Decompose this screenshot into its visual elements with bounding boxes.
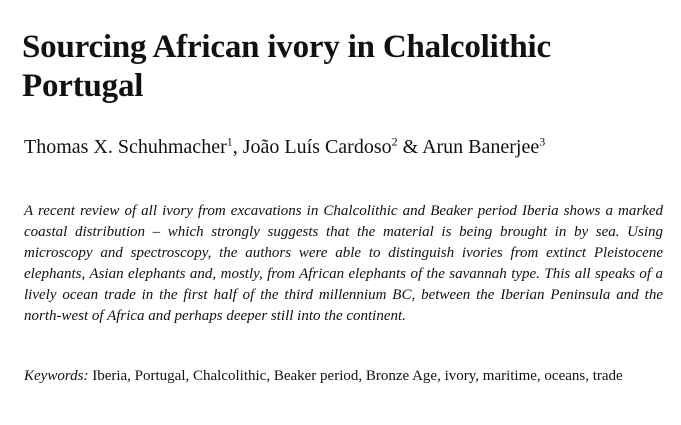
author-name: Thomas X. Schuhmacher [24,136,227,158]
author-separator: , [232,136,243,158]
paper-title: Sourcing African ivory in Chalcolithic Portugal [22,29,551,104]
abstract-text: A recent review of all ivory from excavations in Chalcolithic and Beaker period Iberia shows a marked coastal distribution – which strongly suggests that the material is being brought in by sea. Using microscopy and spectroscopy, the authors were able to distinguish ivories from extinct Pleistocene elephants, Asian elephants and, mostly, from African elephants of the savannah type. This all speaks of a lively ocean trade in the first half of the third millennium BC, between the Iberian Peninsula and the north-west of Africa and perhaps deeper still into the continent. [24,203,663,324]
keywords-section [24,366,663,386]
author-list [24,134,664,160]
author-name: Arun Banerjee [422,136,540,158]
keywords-list: Iberia, Portugal, Chalcolithic, Beaker period, Bronze Age, ivory, maritime, oceans, trade [92,368,623,384]
keywords-label: Keywords: [24,368,89,384]
affiliation-marker: 1 [226,134,233,149]
author-separator: & [397,136,423,158]
affiliation-marker: 3 [539,134,546,149]
affiliation-marker: 2 [391,134,398,149]
author-name: João Luís Cardoso [242,136,392,158]
